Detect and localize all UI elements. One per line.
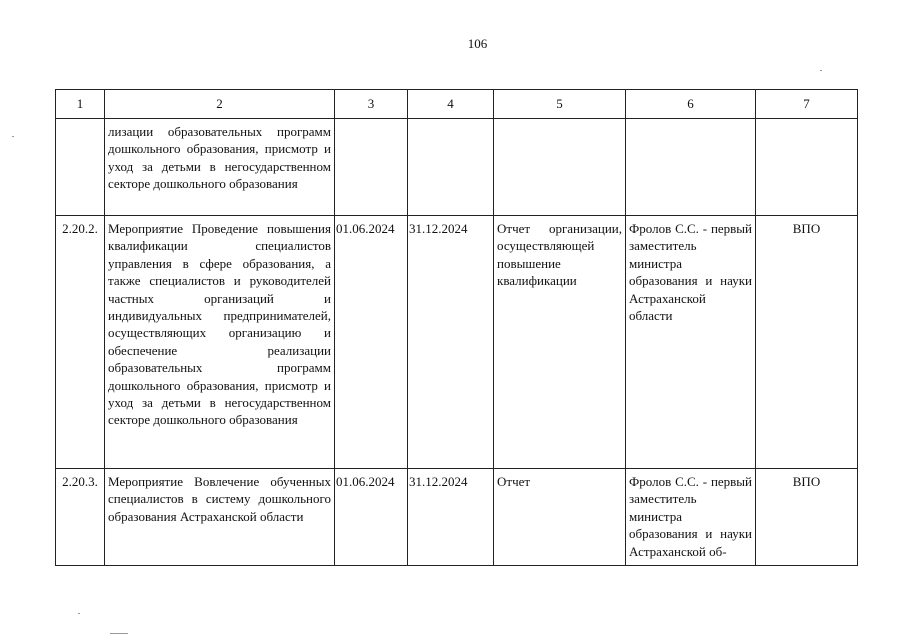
funding-source: ВПО bbox=[756, 216, 858, 469]
start-date: 01.06.2024 bbox=[335, 469, 408, 566]
item-number: 2.20.2. bbox=[56, 216, 105, 469]
result-document: Отчет bbox=[494, 469, 626, 566]
table-row bbox=[56, 119, 858, 216]
result-document bbox=[494, 119, 626, 216]
start-date bbox=[335, 119, 408, 216]
column-header: 5 bbox=[494, 90, 626, 119]
item-description: Мероприятие Проведение повышения квалификации специалистов управления в сфере образования, а также специалистов и руководителей частных организаций и индивидуальных предпринимателей, осуществляющих организацию и обеспечение реализации образовательных программ дошкольного образования, присмотр и уход за детьми в негосударственном секторе дошкольного образования bbox=[105, 216, 335, 469]
end-date: 31.12.2024 bbox=[408, 216, 494, 469]
item-description: Мероприятие Вовлечение обученных специалистов в систему дошкольного образования Астраханской области bbox=[105, 469, 335, 566]
item-description: лизации образовательных программ дошкольного образования, присмотр и уход за детьми в негосударственном секторе дошкольного образования bbox=[105, 119, 335, 216]
result-document: Отчет организации, осуществляющей повышение квалификации bbox=[494, 216, 626, 469]
scan-speck bbox=[12, 136, 14, 137]
plan-table bbox=[55, 89, 858, 566]
item-number bbox=[56, 119, 105, 216]
responsible-person: Фролов С.С. - первый заместитель министра образования и науки Астраханской об- bbox=[626, 469, 756, 566]
table-row bbox=[56, 216, 858, 469]
column-header: 1 bbox=[56, 90, 105, 119]
responsible-person bbox=[626, 119, 756, 216]
header-row bbox=[56, 90, 858, 119]
page-number: 106 bbox=[467, 36, 488, 51]
start-date: 01.06.2024 bbox=[335, 216, 408, 469]
column-header: 4 bbox=[408, 90, 494, 119]
table-row bbox=[56, 469, 858, 566]
funding-source: ВПО bbox=[756, 469, 858, 566]
column-header: 7 bbox=[756, 90, 858, 119]
responsible-person: Фролов С.С. - первый заместитель министра образования и науки Астраханской области bbox=[626, 216, 756, 469]
end-date: 31.12.2024 bbox=[408, 469, 494, 566]
scan-speck bbox=[110, 633, 128, 634]
column-header: 2 bbox=[105, 90, 335, 119]
end-date bbox=[408, 119, 494, 216]
funding-source bbox=[756, 119, 858, 216]
item-number: 2.20.3. bbox=[56, 469, 105, 566]
scan-speck bbox=[820, 70, 822, 71]
column-header: 6 bbox=[626, 90, 756, 119]
column-header: 3 bbox=[335, 90, 408, 119]
scan-speck bbox=[78, 613, 80, 614]
